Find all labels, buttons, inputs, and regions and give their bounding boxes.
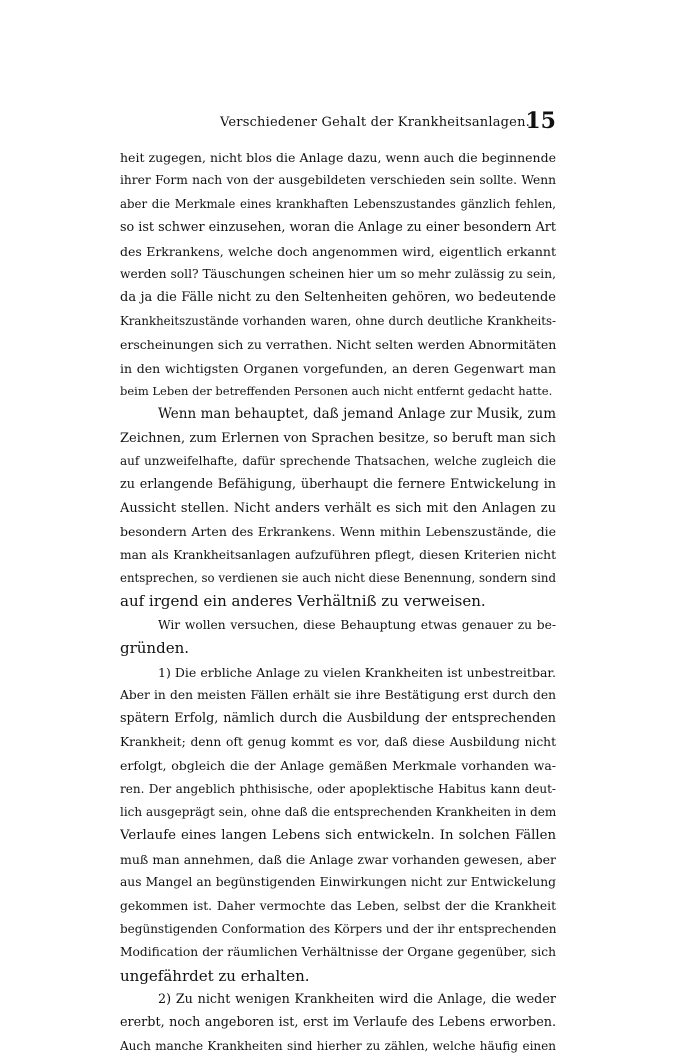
text-line: in den wichtigsten Organen vorgefunden, an deren Gegenwart man: [120, 360, 556, 376]
running-title: Verschiedener Gehalt der Krankheitsanlagen.: [220, 115, 530, 130]
text-line: Wenn man behauptet, daß jemand Anlage zur Musik, zum: [158, 406, 556, 423]
text-line: lich ausgeprägt sein, ohne daß die entsprechenden Krankheiten in dem: [120, 804, 556, 819]
text-line: auf unzweifelhafte, dafür sprechende Thatsachen, welche zugleich die: [120, 454, 556, 469]
text-line: begünstigenden Conformation des Körpers und der ihr entsprechenden: [120, 921, 556, 936]
text-line: ererbt, noch angeboren ist, erst im Verlaufe des Lebens erworben.: [120, 1015, 556, 1031]
text-line: Aber in den meisten Fällen erhält sie ihre Bestätigung erst durch den: [120, 687, 556, 702]
text-line: werden soll? Täuschungen scheinen hier um so mehr zulässig zu sein,: [120, 266, 556, 281]
text-line: aus Mangel an begünstigenden Einwirkungen nicht zur Entwickelung: [120, 875, 556, 890]
text-line: muß man annehmen, daß die Anlage zwar vorhanden gewesen, aber: [120, 851, 556, 867]
text-line: spätern Erfolg, nämlich durch die Ausbildung der entsprechenden: [120, 711, 556, 727]
running-head: [120, 108, 556, 138]
text-line: auf irgend ein anderes Verhältniß zu verweisen.: [120, 592, 486, 611]
text-line: Krankheit; denn oft genug kommt es vor, daß diese Ausbildung nicht: [120, 734, 556, 749]
text-line: besondern Arten des Erkrankens. Wenn mithin Lebenszustände, die: [120, 524, 556, 540]
text-line: zu erlangende Befähigung, überhaupt die fernere Entwickelung in: [120, 477, 556, 493]
text-line: entsprechen, so verdienen sie auch nicht diese Benennung, sondern sind: [120, 571, 556, 586]
text-line: beim Leben der betreffenden Personen auch nicht entfernt gedacht hatte.: [120, 383, 553, 398]
text-line: ungefährdet zu erhalten.: [120, 966, 310, 985]
body-text: [120, 146, 556, 1058]
text-line: ihrer Form nach von der ausgebildeten verschieden sein sollte. Wenn: [120, 173, 556, 188]
text-line: da ja die Fälle nicht zu den Seltenheiten gehören, wo bedeutende: [120, 290, 556, 306]
text-line: man als Krankheitsanlagen aufzuführen pflegt, diesen Kriterien nicht: [120, 547, 556, 562]
text-line: 1) Die erbliche Anlage zu vielen Krankheiten ist unbestreitbar.: [158, 664, 556, 680]
text-line: aber die Merkmale eines krankhaften Lebenszustandes gänzlich fehlen,: [120, 196, 556, 211]
text-line: Verlaufe eines langen Lebens sich entwickeln. In solchen Fällen: [120, 828, 556, 844]
text-line: Modification der räumlichen Verhältnisse der Organe gegenüber, sich: [120, 945, 556, 960]
text-line: 2) Zu nicht wenigen Krankheiten wird die Anlage, die weder: [158, 992, 556, 1008]
text-line: Krankheitszustände vorhanden waren, ohne durch deutliche Krankheits-: [120, 313, 556, 328]
text-line: Wir wollen versuchen, diese Behauptung etwas genauer zu be-: [158, 617, 556, 632]
text-line: heit zugegen, nicht blos die Anlage dazu, wenn auch die beginnende: [120, 150, 556, 165]
text-line: gründen.: [120, 639, 190, 658]
text-line: Zeichnen, zum Erlernen von Sprachen besitze, so beruft man sich: [120, 430, 556, 446]
page-number: 15: [525, 108, 556, 134]
text-line: ren. Der angeblich phthisische, oder apoplektische Habitus kann deut-: [120, 781, 556, 796]
text-line: so ist schwer einzusehen, woran die Anlage zu einer besondern Art: [120, 220, 556, 236]
text-line: Auch manche Krankheiten sind hierher zu zählen, welche häufig einen: [120, 1038, 556, 1053]
text-line: des Erkrankens, welche doch angenommen wird, eigentlich erkannt: [120, 243, 556, 259]
text-line: erfolgt, obgleich die der Anlage gemäßen Merkmale vorhanden wa-: [120, 758, 556, 774]
text-line: gekommen ist. Daher vermochte das Leben, selbst der die Krankheit: [120, 898, 556, 913]
text-line: erscheinungen sich zu verrathen. Nicht selten werden Abnormitäten: [120, 337, 556, 353]
text-line: Aussicht stellen. Nicht anders verhält es sich mit den Anlagen zu: [120, 500, 556, 516]
